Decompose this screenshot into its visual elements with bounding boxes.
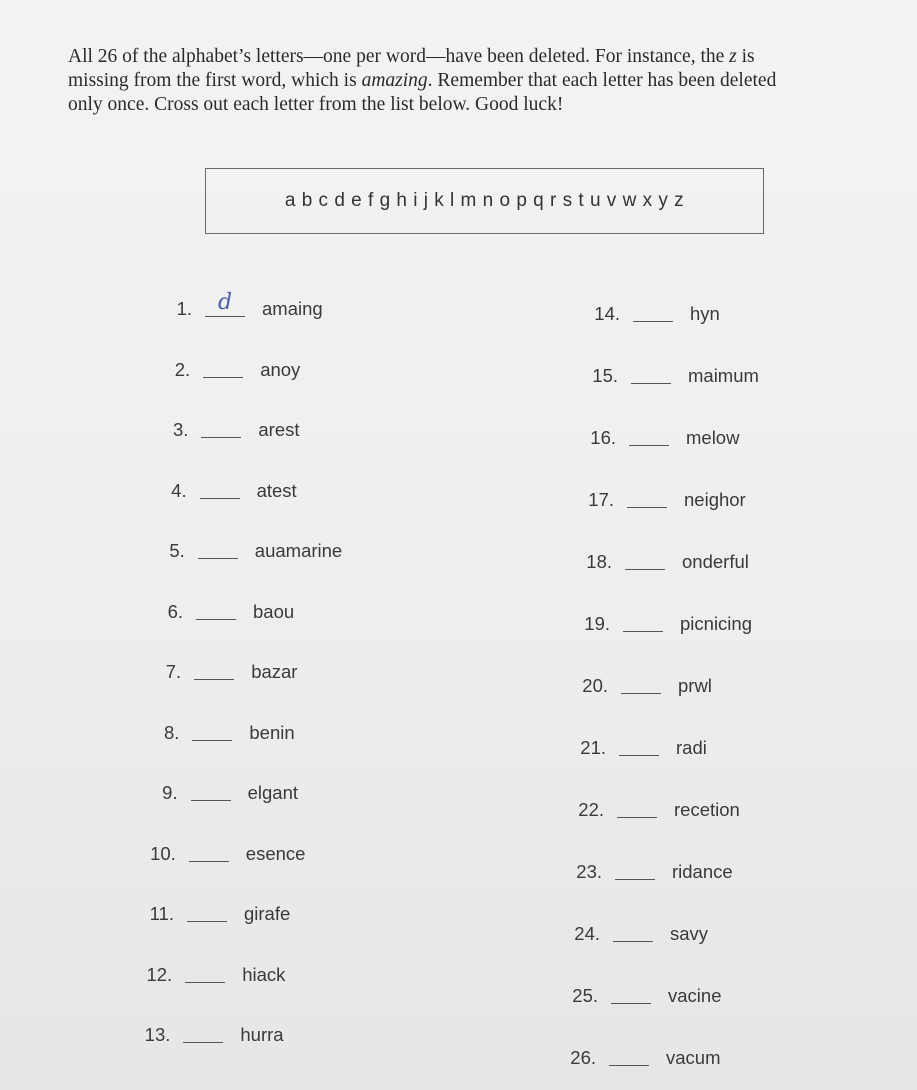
answer-blank[interactable]: [633, 321, 673, 322]
word-item: [153, 540, 373, 570]
item-number: 23.: [576, 861, 602, 882]
item-number: 26.: [570, 1047, 596, 1068]
item-number: 3.: [172, 419, 189, 440]
item-word: bazar: [251, 661, 298, 682]
word-item: [586, 365, 806, 395]
item-number: 2.: [174, 358, 191, 380]
word-item: [156, 419, 376, 449]
answer-blank[interactable]: [203, 377, 243, 378]
item-number: 6.: [167, 600, 183, 622]
item-word: arest: [258, 419, 300, 440]
item-word: maimum: [688, 365, 759, 386]
item-number: 20.: [582, 675, 608, 696]
word-item: [576, 675, 796, 705]
item-word: vacine: [668, 985, 722, 1006]
item-word: anoy: [260, 358, 301, 380]
answer-blank[interactable]: [609, 1065, 649, 1066]
item-word: hiack: [242, 963, 286, 985]
item-word: vacum: [666, 1047, 721, 1068]
instructions-text: All 26 of the alphabet’s letters—one per word—have been deleted. For instance, the: [68, 46, 730, 67]
item-word: hyn: [690, 303, 720, 324]
item-number: 21.: [580, 737, 606, 758]
word-item: [564, 1047, 784, 1077]
instructions-text: is: [736, 46, 755, 67]
word-item: [568, 923, 788, 953]
item-number: 4.: [171, 479, 187, 501]
answer-blank[interactable]: [183, 1042, 223, 1043]
answer-blank[interactable]: [631, 383, 671, 384]
word-item: [566, 985, 786, 1015]
example-word: amazing: [361, 70, 428, 91]
handwritten-answer: d: [217, 290, 233, 315]
item-number: 9.: [162, 782, 178, 803]
answer-blank[interactable]: [185, 982, 225, 983]
answer-blank[interactable]: [623, 631, 663, 632]
item-word: melow: [686, 427, 740, 448]
word-item: [149, 661, 369, 691]
answer-blank[interactable]: [205, 316, 245, 317]
word-item: [147, 722, 367, 752]
instructions-text: . Remember that each letter has been deleted: [427, 70, 777, 91]
item-word: hurra: [240, 1024, 284, 1045]
item-number: 18.: [586, 551, 612, 572]
answer-blank[interactable]: [625, 569, 665, 570]
example-letter: z: [729, 46, 737, 67]
item-word: esence: [245, 842, 306, 864]
word-item: [582, 489, 802, 519]
item-number: 7.: [165, 661, 182, 682]
instructions: [68, 45, 898, 117]
word-item: [158, 359, 378, 389]
answer-blank[interactable]: [619, 755, 659, 756]
item-word: auamarine: [254, 540, 343, 561]
item-word: prwl: [678, 675, 712, 696]
word-item: [580, 551, 800, 581]
item-word: recetion: [674, 799, 740, 820]
word-item: [140, 964, 360, 994]
answer-blank[interactable]: [613, 941, 653, 942]
item-number: 8.: [163, 721, 180, 743]
word-item: [578, 613, 798, 643]
answer-blank[interactable]: [187, 921, 227, 922]
word-item: [574, 737, 794, 767]
answer-blank[interactable]: [629, 445, 669, 446]
word-item: [588, 303, 808, 333]
item-word: onderful: [682, 551, 749, 572]
item-number: 1.: [176, 298, 192, 319]
answer-blank[interactable]: [615, 879, 655, 880]
item-word: amaing: [262, 298, 323, 319]
item-number: 5.: [169, 540, 185, 561]
word-item: [144, 843, 364, 873]
answer-blank[interactable]: [196, 619, 236, 620]
item-number: 10.: [150, 842, 176, 864]
word-item: [146, 782, 366, 812]
word-item: [572, 799, 792, 829]
answer-blank[interactable]: [194, 679, 234, 680]
item-number: 25.: [572, 985, 598, 1006]
word-item: [138, 1024, 358, 1054]
alphabet-list: a b c d e f g h i j k l m n o p q r s t u v w x y z: [284, 190, 685, 211]
instructions-line-2: [68, 69, 898, 93]
instructions-line-3: only once. Cross out each letter from the list below. Good luck!: [68, 94, 564, 115]
item-word: atest: [256, 479, 297, 501]
item-word: benin: [249, 721, 295, 743]
word-item: [142, 903, 362, 933]
item-word: ridance: [672, 861, 733, 882]
item-word: radi: [676, 737, 707, 758]
answer-blank[interactable]: [192, 740, 232, 741]
item-number: 12.: [146, 963, 173, 985]
item-number: 11.: [149, 903, 174, 924]
instructions-text: missing from the first word, which is: [68, 70, 362, 91]
item-word: elgant: [247, 782, 298, 803]
instructions-line-1: [68, 45, 898, 69]
answer-blank[interactable]: [198, 558, 238, 559]
word-item: [160, 290, 380, 328]
answer-blank[interactable]: [200, 498, 240, 499]
item-word: savy: [670, 923, 709, 944]
answer-blank[interactable]: [191, 800, 231, 801]
answer-blank[interactable]: [627, 507, 667, 508]
item-word: girafe: [244, 903, 291, 924]
item-word: picnicing: [680, 613, 752, 634]
item-word: baou: [253, 600, 295, 622]
item-number: 19.: [584, 613, 610, 634]
word-item: [584, 427, 804, 457]
item-number: 22.: [578, 799, 604, 820]
answer-blank[interactable]: [189, 861, 229, 862]
answer-blank[interactable]: [621, 693, 661, 694]
item-number: 24.: [574, 923, 600, 944]
item-word: neighor: [684, 489, 746, 510]
alphabet-box: [205, 168, 764, 234]
item-number: 16.: [590, 427, 616, 448]
answer-blank[interactable]: [617, 817, 657, 818]
answer-blank[interactable]: [611, 1003, 651, 1004]
item-number: 14.: [594, 303, 620, 324]
word-item: [570, 861, 790, 891]
word-item: [151, 601, 371, 631]
word-item: [155, 480, 375, 510]
item-number: 17.: [588, 489, 614, 510]
item-number: 15.: [592, 365, 618, 386]
answer-blank[interactable]: [201, 437, 241, 438]
item-number: 13.: [144, 1024, 171, 1045]
